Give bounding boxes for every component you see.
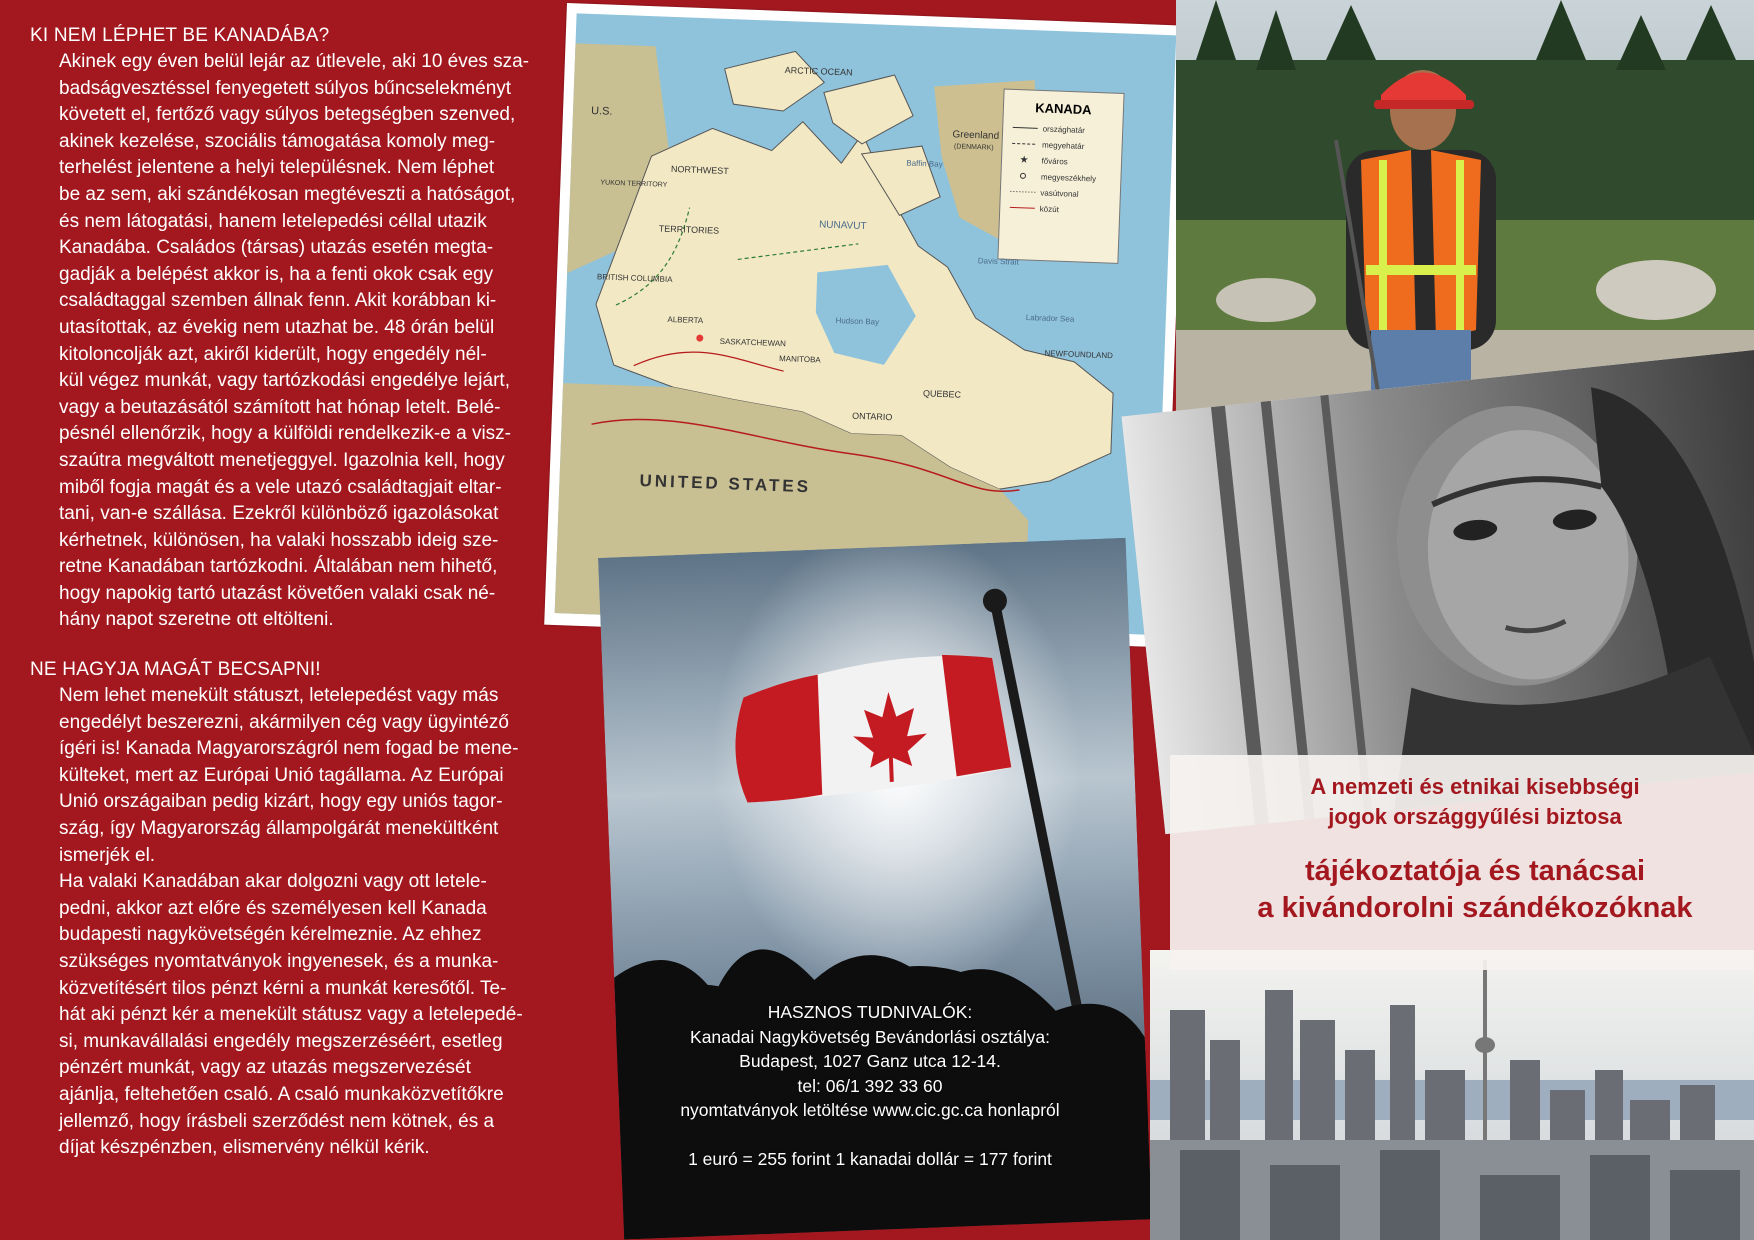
text-line: Kanadába. Családos (társas) utazás esetén megta- [59, 237, 494, 259]
map-label: UNITED STATES [639, 470, 812, 497]
exchange-rate: 1 euró = 255 forint 1 kanadai dollár = 177 forint [688, 1148, 1052, 1169]
text-line: badságvesztéssel fenyegetett súlyos bűncselekményt [59, 77, 512, 99]
text-line: szükséges nyomtatványok ingyenesek, és a munka- [59, 951, 499, 972]
map-label: Hudson Bay [835, 316, 880, 327]
subtitle-line: A nemzeti és etnikai kisebbségi [1310, 774, 1640, 799]
section2-body-part1 [30, 683, 560, 869]
text-line: családtaggal szemben állnak fenn. Akit korábban ki- [59, 290, 497, 312]
text-line: si, munkavállalási engedély megszerzéséért, esetleg [59, 1030, 503, 1052]
text-line: be az sem, aki szándékosan megtéveszti a hatóságot, [59, 183, 516, 205]
text-line: kitoloncolják azt, akiről kiderült, hogy engedély nél- [59, 343, 487, 365]
text-line: szág, így Magyarország állampolgárát menekültként [59, 818, 499, 840]
text-line: ígéri is! Kanada Magyarországról nem fogad be mene- [59, 738, 519, 760]
text-line: ismerjék el. [59, 844, 156, 866]
subtitle [1195, 772, 1754, 832]
text-line: ajánlja, feltehetően csaló. A csaló munkaközvetítőkre [59, 1083, 504, 1105]
text-line: akinek kezelése, szociális támogatása komoly meg- [59, 130, 496, 152]
text-line: kül végez munkát, vagy tartózkodási engedélye lejárt, [59, 370, 510, 392]
text-line: hát aki pénzt kér a menekült státusz vagy a letelepedé- [59, 1004, 523, 1026]
useful-info [640, 1000, 1100, 1171]
map-label: SASKATCHEWAN [719, 336, 787, 349]
legend-item: megyehatár [1041, 140, 1085, 152]
text-line: Ha valaki Kanadában akar dolgozni vagy ott letele- [59, 871, 487, 893]
map-label: Greenland [952, 129, 1000, 142]
info-website: nyomtatványok letöltése www.cic.gc.ca honlapról [680, 1100, 1060, 1120]
map-label: Labrador Sea [1025, 313, 1075, 324]
map-label: Baffin Bay [906, 158, 943, 169]
text-line: tani, van-e szállása. Ezekről különböző igazolásokat [59, 503, 499, 525]
text-line: jellemző, hogy írásbeli szerződést nem kötnek, és a [59, 1110, 495, 1132]
info-heading: HASZNOS TUDNIVALÓK: [767, 1002, 973, 1022]
legend-item: vasútvonal [1040, 188, 1079, 199]
section1-body [30, 49, 560, 634]
map-label: (DENMARK) [953, 143, 994, 152]
text-line: engedélyt beszerezni, akármilyen cég vagy ügyintéző [59, 711, 509, 733]
map-label: ONTARIO [851, 410, 893, 423]
text-line: közvetítésért tilos pénzt kérni a munkát keresőtől. Te- [59, 977, 507, 999]
map-label: QUEBEC [922, 388, 962, 400]
legend-item: közút [1039, 204, 1060, 215]
text-line: pénzért munkát, vagy az utazás megszervezését [59, 1057, 471, 1079]
section1-heading: KI NEM LÉPHET BE KANADÁBA? [30, 25, 330, 46]
main-title-line: tájékoztatója és tanácsai [1304, 855, 1646, 887]
map-label: ALBERTA [667, 314, 704, 326]
text-line: vagy a beutazásától számított hat hónap letelt. Belé- [59, 396, 501, 418]
text-line: pedni, akkor azt előre és személyesen kell Kanada [59, 897, 487, 919]
map-label: Davis Strait [977, 256, 1019, 267]
info-phone: tel: 06/1 392 33 60 [797, 1075, 943, 1096]
map-label: NUNAVUT [818, 219, 867, 233]
map-label: MANITOBA [778, 354, 821, 365]
text-line: miből fogja magát és a vele utazó családtagjait eltar- [59, 476, 502, 498]
left-text-column [30, 22, 560, 1162]
subtitle-line: jogok országgyűlési biztosa [1328, 804, 1622, 829]
map-label: U.S. [590, 104, 613, 118]
legend-item: országhatár [1042, 124, 1086, 136]
map-legend-title: KANADA [1035, 100, 1092, 118]
svg-text:★: ★ [1019, 154, 1029, 167]
text-line: és nem látogatási, hanem letelepedési céllal utazik [59, 210, 487, 232]
text-line: retne Kanadában tartózkodni. Általában nem hihető, [59, 556, 498, 578]
map-label: NORTHWEST [670, 163, 729, 177]
text-line: Akinek egy éven belül lejár az útlevele, aki 10 éves sza- [59, 51, 529, 72]
text-line: követett el, fertőző vagy súlyos betegségben szenved, [59, 104, 516, 126]
text-line: pésnél ellenőrzik, hogy a külföldi rendelkezik-e a visz- [59, 423, 512, 445]
text-line: szaútra megváltott menetjeggyel. Igazolnia kell, hogy [59, 449, 505, 471]
info-address: Budapest, 1027 Ganz utca 12-14. [739, 1051, 1001, 1071]
text-line: külteket, mert az Európai Unió tagállama. Az Európai [59, 764, 504, 786]
toronto-skyline-photo [1150, 950, 1754, 1240]
section2-heading: NE HAGYJA MAGÁT BECSAPNI! [30, 659, 321, 681]
text-line: terhelést jelentene a helyi településnek. Nem léphet [59, 157, 495, 179]
main-title-line: a kivándorolni szándékozóknak [1257, 892, 1693, 924]
main-title [1195, 853, 1754, 927]
map-label: BRITISH COLUMBIA [596, 272, 673, 285]
text-line: hány napot szeretne ott eltölteni. [59, 609, 334, 631]
text-line: budapesti nagykövetségén kérelmeznie. Az ehhez [59, 924, 482, 946]
text-line: Unió országaiban pedig kizárt, hogy egy uniós tagor- [59, 791, 503, 813]
section2-body-part2 [30, 869, 560, 1162]
text-line: utasítottak, az évekig nem utazhat be. 48 órán belül [59, 316, 495, 338]
info-line: Kanadai Nagykövetség Bevándorlási osztálya: [690, 1026, 1050, 1047]
text-line: kérhetnek, különösen, ha valaki hosszabb ideig sze- [59, 529, 499, 551]
text-line: díjat készpénzben, elismervény nélkül kérik. [59, 1137, 430, 1159]
map-label: YUKON TERRITORY [600, 179, 668, 189]
map-label: TERRITORIES [658, 223, 720, 236]
map-label: NEWFOUNDLAND [1044, 348, 1114, 361]
legend-item: megyeszékhely [1040, 172, 1097, 184]
text-line: Nem lehet menekült státuszt, letelepedést vagy más [59, 685, 499, 707]
map-label: ARCTIC OCEAN [784, 65, 853, 78]
legend-item: főváros [1041, 156, 1068, 167]
text-line: gadják a belépést akkor is, ha a fenti okok csak egy [59, 263, 494, 285]
text-line: hogy napokig tartó utazást követően valaki csak né- [59, 582, 496, 604]
